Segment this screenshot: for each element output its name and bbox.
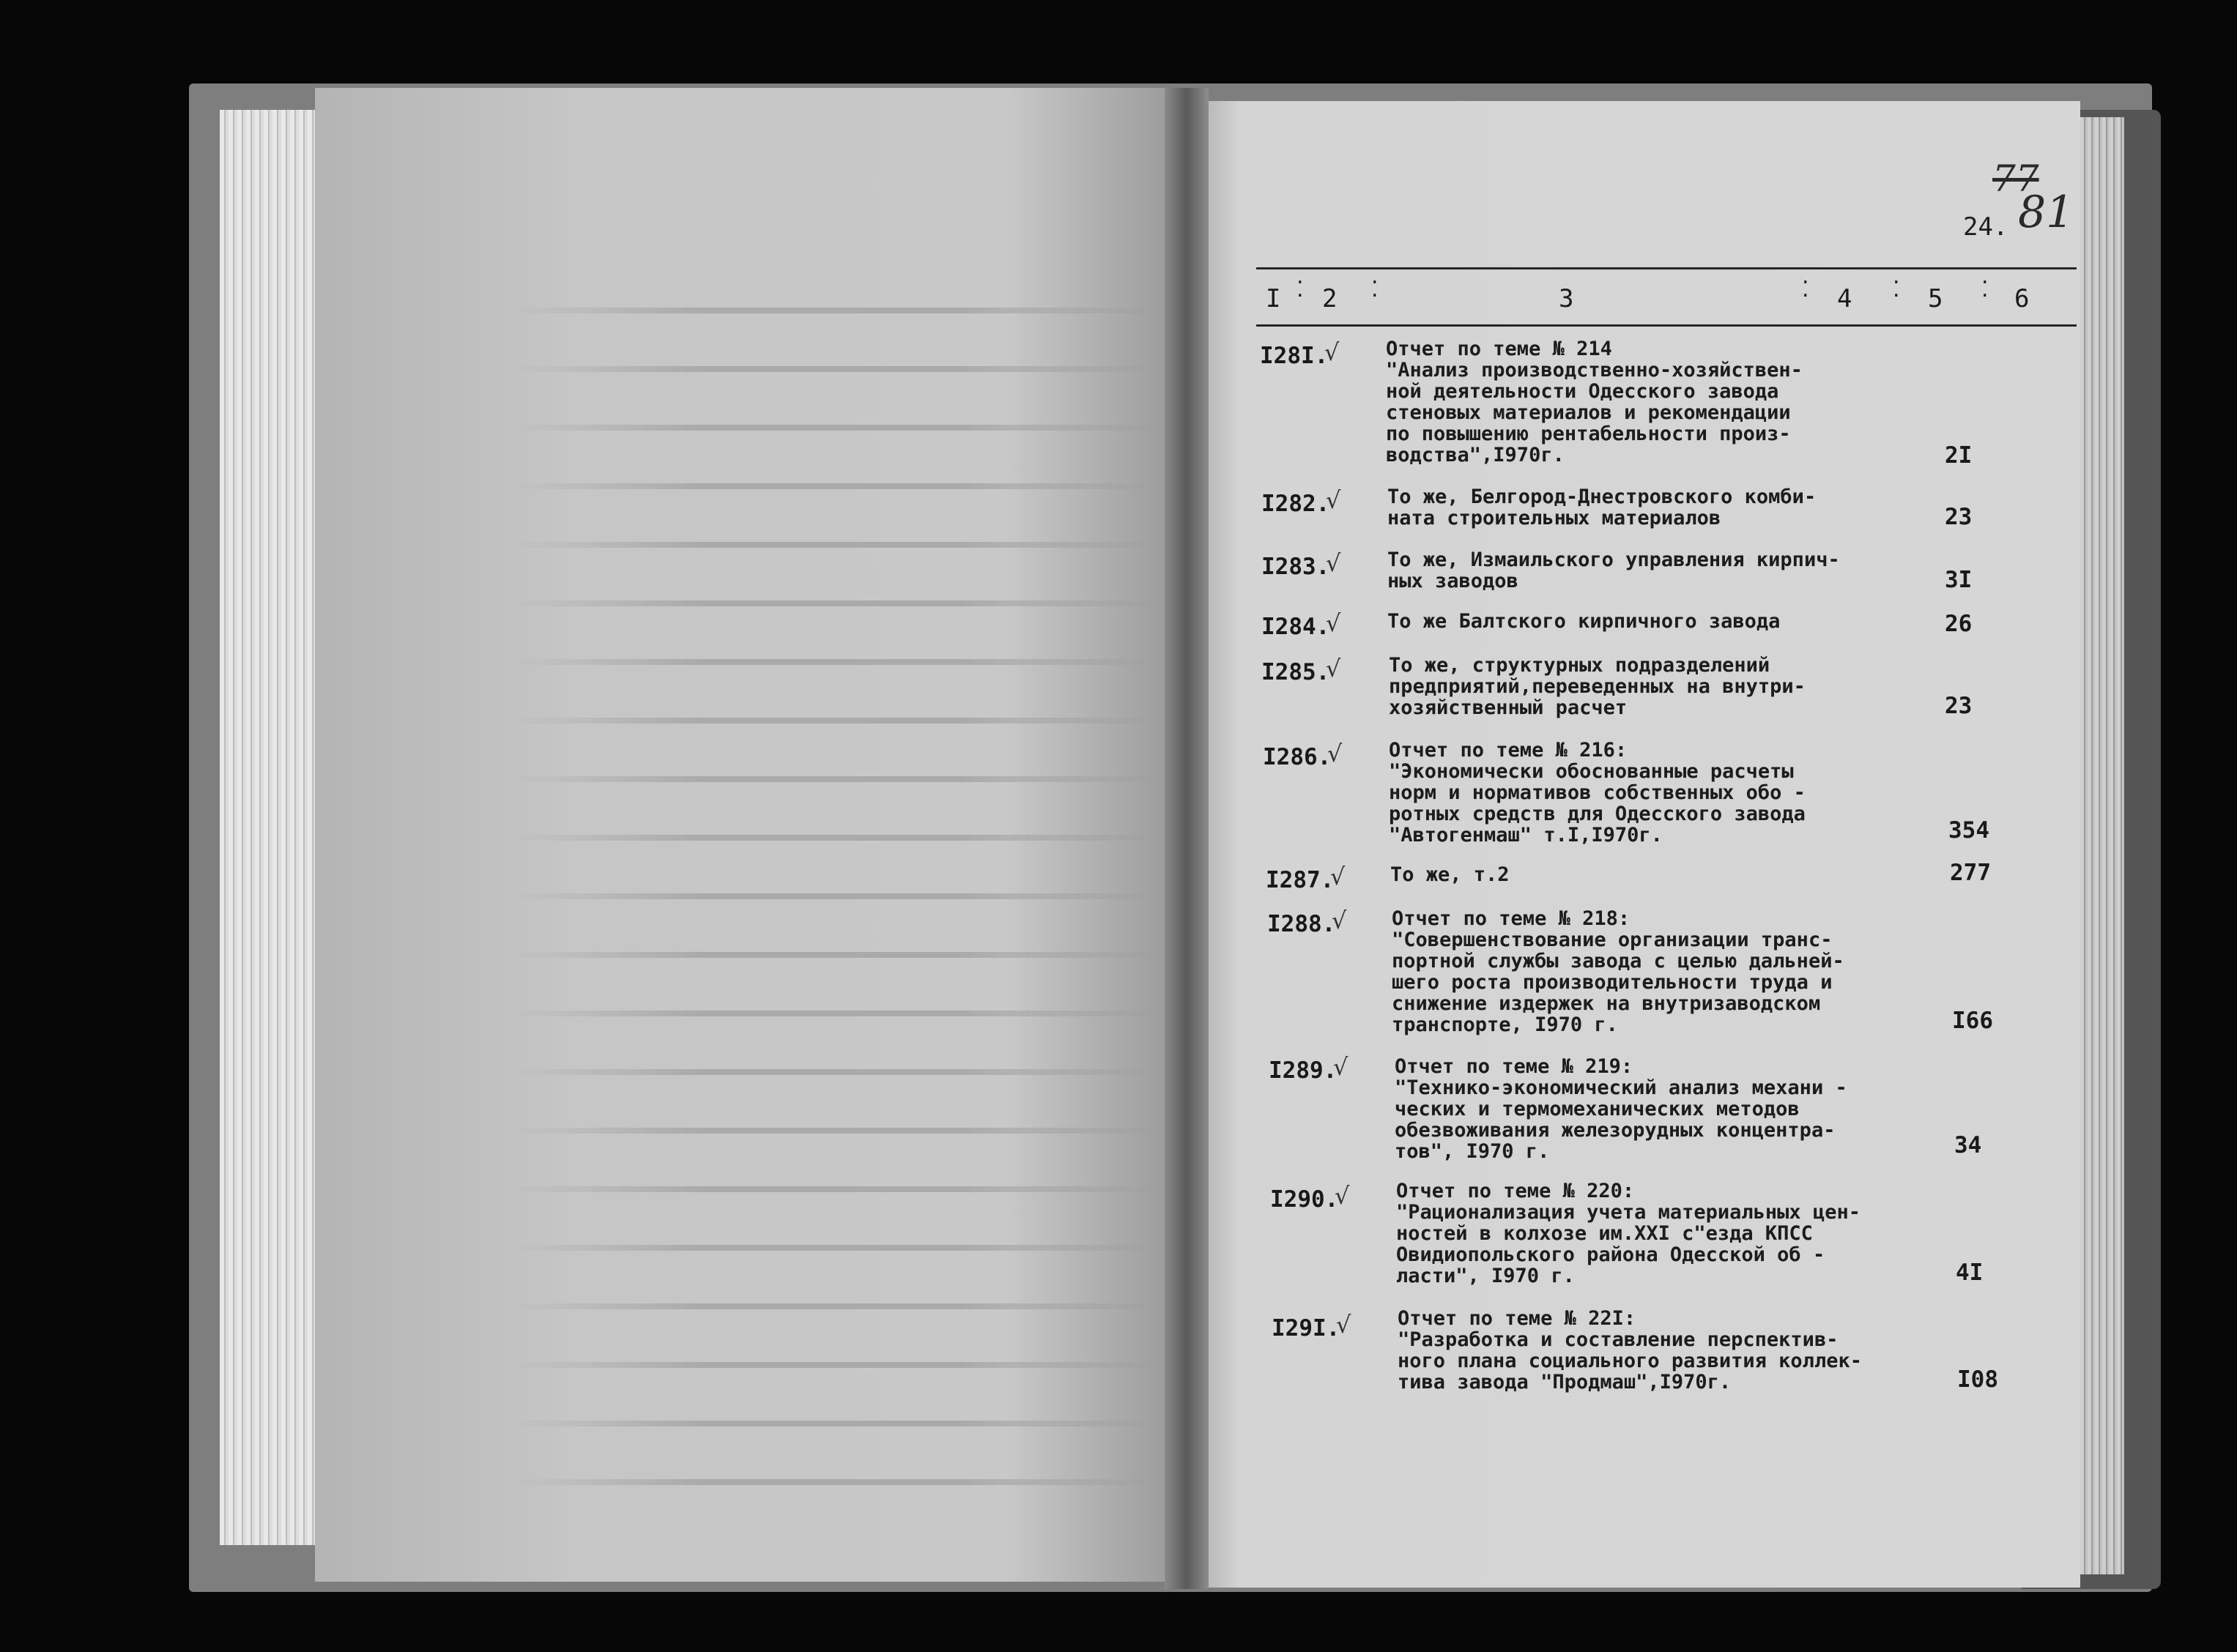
check-mark: √ [1330,863,1346,890]
entry-sheet-count: 34 [1954,1132,1982,1158]
check-mark: √ [1335,1182,1350,1210]
column-separator: ⁚ [1296,277,1304,302]
column-separator: ⁚ [1893,277,1900,302]
entry-number: I283. [1261,554,1330,580]
entry-number: I289. [1269,1057,1338,1084]
column-header-3: 3 [1559,284,1574,313]
check-mark: √ [1327,740,1343,767]
entry-sheet-count: 3I [1945,567,1973,593]
entry-sheet-count: 2I [1945,442,1973,469]
entry-sheet-count: 4I [1956,1260,1984,1286]
header-rule-bottom [1256,324,2077,327]
entry-description: То же, Измаильского управления кирпич- ных заводов [1387,548,1840,592]
check-mark: √ [1324,338,1340,366]
entry-description: Отчет по теме № 214 "Анализ производственно-хозяйствен- ной деятельности Одесского завода стеновых материалов и рекомендации по повышению рентабельности произ- водства",I970г. [1386,338,1803,466]
entry-sheet-count: 26 [1945,611,1973,637]
entry-description: То же, Белгород-Днестровского комби- ната строительных материалов [1387,485,1817,529]
check-mark: √ [1332,907,1347,934]
page-number: 24. [1963,212,2008,242]
entry-description: Отчет по теме № 219: "Технико-экономический анализ механи - ческих и термомеханических методов обезвоживания железорудных концентра- тов", I970 г. [1395,1055,1847,1163]
check-mark: √ [1326,486,1341,514]
archive-stamp-new: 81 [2018,187,2074,238]
page-edges-left [220,110,330,1545]
column-header-6: 6 [2014,284,2030,313]
left-page [315,88,1179,1582]
entry-number: I28I. [1260,343,1329,369]
column-header-2: 2 [1322,284,1338,313]
entry-sheet-count: 277 [1950,860,1991,886]
entry-sheet-count: 23 [1945,504,1973,530]
check-mark: √ [1336,1311,1351,1339]
entry-number: I282. [1261,491,1330,517]
bleed-through-text [513,278,1157,1508]
column-separator: ⁚ [1981,277,1989,302]
entry-description: То же, т.2 [1390,863,1510,886]
archive-stamp-old: 77 [1992,157,2039,200]
entry-number: I29I. [1272,1315,1340,1342]
entry-description: Отчет по теме № 216: "Экономически обоснованные расчеты норм и нормативов собственных обо - ротных средств для Одесского завода "Автогенмаш" т.I,I970г. [1389,739,1806,847]
entry-number: I284. [1261,614,1330,640]
check-mark: √ [1333,1053,1348,1081]
check-mark: √ [1326,655,1341,682]
entry-description: Отчет по теме № 220: "Рационализация учета материальных цен- ностей в колхозе им.XXI с"езда КПСС Овидиопольского района Одесской об - ласти", I970 г. [1396,1180,1861,1287]
entry-sheet-count: 23 [1945,693,1973,719]
entry-description: То же, структурных подразделений предприятий,переведенных на внутри- хозяйственный расчет [1389,654,1806,719]
column-header-1: I [1266,284,1281,313]
column-separator: ⁚ [1371,277,1379,302]
column-header-4: 4 [1837,284,1852,313]
header-rule-top [1256,267,2077,269]
book-gutter [1165,88,1209,1589]
column-header-5: 5 [1928,284,1943,313]
entry-sheet-count: I66 [1952,1008,1993,1034]
entry-description: Отчет по теме № 218: "Совершенствование организации транс- портной службы завода с целью дальней- шего роста производительности труда и снижение издержек на внутризаводском транспорте, I970 г. [1392,907,1844,1036]
entry-number: I286. [1263,744,1332,770]
entry-sheet-count: I08 [1957,1366,1998,1393]
entry-number: I288. [1267,911,1336,937]
entry-number: I285. [1261,659,1330,685]
entry-number: I290. [1270,1186,1339,1213]
entry-description: Отчет по теме № 22I: "Разработка и составление перспектив- ного плана социального развития коллек- тива завода "Продмаш",I970г. [1398,1307,1862,1394]
entry-sheet-count: 354 [1948,817,1989,844]
check-mark: √ [1326,549,1341,577]
entry-number: I287. [1266,867,1335,893]
column-separator: ⁚ [1802,277,1809,302]
entry-description: То же Балтского кирпичного завода [1387,610,1781,633]
check-mark: √ [1326,609,1341,637]
